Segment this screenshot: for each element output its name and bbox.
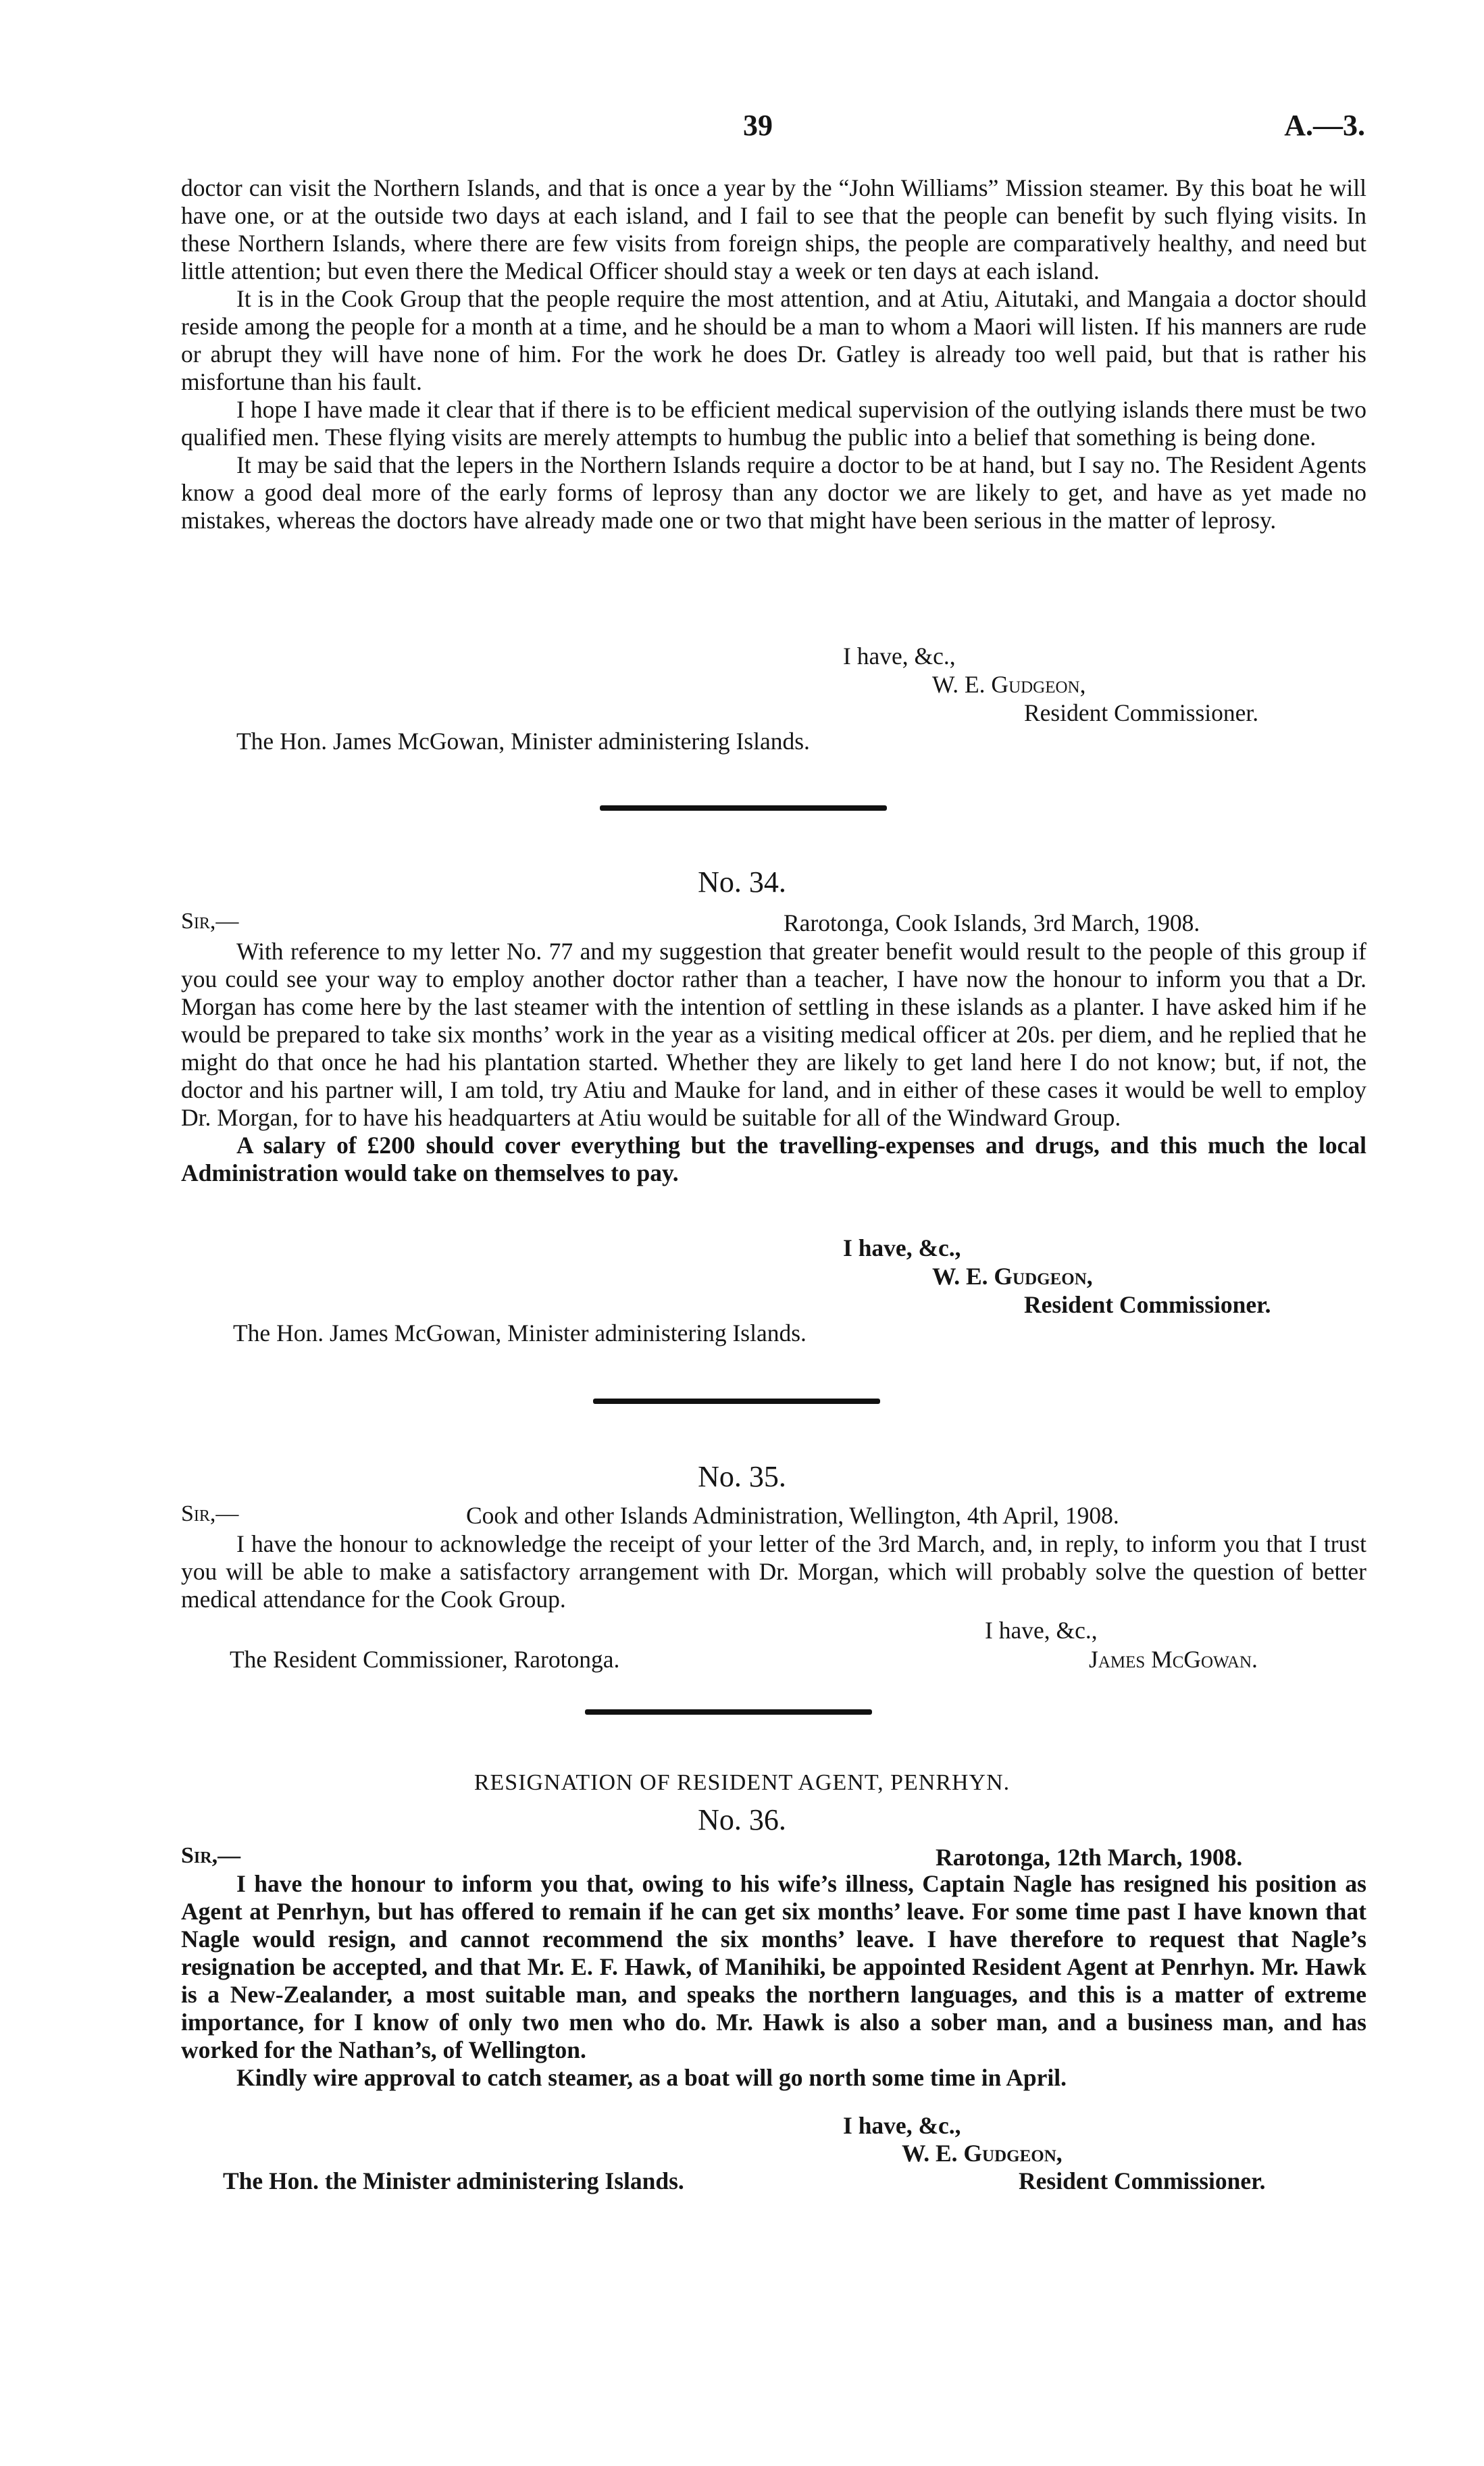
salutation: Sir,— xyxy=(181,909,239,934)
paragraph: I have the honour to inform you that, owing to his wife’s illness, Captain Nagle has resigned his position as Agent at Penrhyn, but has offered to remain if he can get six months’ leave. For some time past I have known that Nagle would resign, and cannot recommend the six months’ leave. I have therefore to request that Nagle’s resignation be accepted, and that Mr. E. F. Hawk, of Manihiki, be appointed Resident Agent at Penrhyn. Mr. Hawk is a New-Zealander, a most suitable man, and speaks the northern languages, and this is a matter of extreme importance, for I know of only two men who do. Mr. Hawk is also a sober man, and a business man, and has worked for the Nathan’s, of Wellington. xyxy=(181,1870,1366,2063)
page-header xyxy=(0,108,1484,149)
paragraph: I hope I have made it clear that if there is to be efficient medical supervision of the outlying islands there must be two qualified men. These flying visits are merely attempts to humbug the public into a belief that something is being done. xyxy=(181,396,1366,451)
signatory-title: Resident Commissioner. xyxy=(1024,699,1259,726)
paragraph: doctor can visit the Northern Islands, and that is once a year by the “John Williams” Mission steamer. By this boat he will have one, or at the outside two days at each island, and I fail to see that the people can benefit by such flying visits. In these Northern Islands, where there are few visits from foreign ships, the people are comparatively healthy, and need but little attention; but even there the Medical Officer should stay a week or ten days at each island. xyxy=(181,174,1366,284)
document-reference: A.—3. xyxy=(1284,109,1365,142)
paragraph: With reference to my letter No. 77 and my suggestion that greater benefit would result to the people of this group if you could see your way to employ another doctor rather than a teacher, I have now the honour to inform you that a Dr. Morgan has come here by the last steamer with the intention of settling in these islands as a planter. I have asked him if he would be prepared to take six months’ work in the year as a visiting medical officer at 20s. per diem, and he replied that he might do that once he had his plantation started. Whether they are likely to get land here I do not know; but, if not, the doctor and his partner will, I am told, try Atiu and Mauke for land, and in either of these cases it would be well to employ Dr. Morgan, for to have his headquarters at Atiu would be suitable for all of the Windward Group. xyxy=(181,938,1366,1131)
addressee: The Hon. the Minister administering Islands. xyxy=(223,2167,684,2194)
place-date: Rarotonga, Cook Islands, 3rd March, 1908. xyxy=(784,909,1200,936)
letter-number: No. 34. xyxy=(698,865,786,899)
section-divider xyxy=(600,805,887,811)
letter-number: No. 35. xyxy=(698,1460,786,1493)
addressee: The Hon. James McGowan, Minister administering Islands. xyxy=(233,1319,807,1347)
closing: I have, &c., xyxy=(843,2112,961,2139)
addressee: The Hon. James McGowan, Minister administering Islands. xyxy=(236,728,810,755)
letter-34-body xyxy=(181,938,1366,1187)
section-divider xyxy=(585,1709,872,1715)
section-title: RESIGNATION OF RESIDENT AGENT, PENRHYN. xyxy=(474,1770,1010,1795)
paragraph: A salary of £200 should cover everything but the travelling-expenses and drugs, and this much the local Administration would take on themselves to pay. xyxy=(181,1132,1366,1186)
page-number: 39 xyxy=(743,109,773,142)
signature: W. E. Gudgeon, xyxy=(902,2140,1063,2167)
signature: W. E. Gudgeon, xyxy=(932,1263,1093,1290)
closing: I have, &c., xyxy=(985,1617,1098,1644)
place-date: Cook and other Islands Administration, Wellington, 4th April, 1908. xyxy=(466,1502,1119,1529)
closing: I have, &c., xyxy=(843,1234,961,1261)
section-divider xyxy=(593,1399,880,1404)
salutation: Sir,— xyxy=(181,1843,241,1868)
place-date: Rarotonga, 12th March, 1908. xyxy=(936,1844,1243,1871)
signature: W. E. Gudgeon, xyxy=(932,671,1086,698)
signature: James McGowan. xyxy=(1089,1646,1258,1673)
letter-35-body xyxy=(181,1530,1366,1613)
signatory-title: Resident Commissioner. xyxy=(1024,1291,1271,1318)
salutation: Sir,— xyxy=(181,1501,239,1526)
paragraph: Kindly wire approval to catch steamer, as a boat will go north some time in April. xyxy=(236,2064,1067,2091)
paragraph: I have the honour to acknowledge the receipt of your letter of the 3rd March, and, in reply, to inform you that I trust you will be able to make a satisfactory arrangement with Dr. Morgan, which will probably solve the question of better medical attendance for the Cook Group. xyxy=(181,1530,1366,1613)
letter-number: No. 36. xyxy=(698,1803,786,1836)
paragraph: It is in the Cook Group that the people require the most attention, and at Atiu, Aitutaki, and Mangaia a doctor should reside among the people for a month at a time, and he should be a man to whom a Maori will listen. If his manners are rude or abrupt they will have none of him. For the work he does Dr. Gatley is already too well paid, but that is rather his misfortune than his fault. xyxy=(181,285,1366,395)
addressee: The Resident Commissioner, Rarotonga. xyxy=(230,1646,620,1673)
closing: I have, &c., xyxy=(843,643,956,670)
letter-36-body xyxy=(181,1870,1366,2092)
paragraph: It may be said that the lepers in the Northern Islands require a doctor to be at hand, but I say no. The Resident Agents know a good deal more of the early forms of leprosy than any doctor we are likely to get, and have as yet made no mistakes, whereas the doctors have already made one or two that might have been serious in the matter of leprosy. xyxy=(181,451,1366,534)
signatory-title: Resident Commissioner. xyxy=(1019,2167,1266,2194)
letter-33-continuation xyxy=(181,174,1366,534)
